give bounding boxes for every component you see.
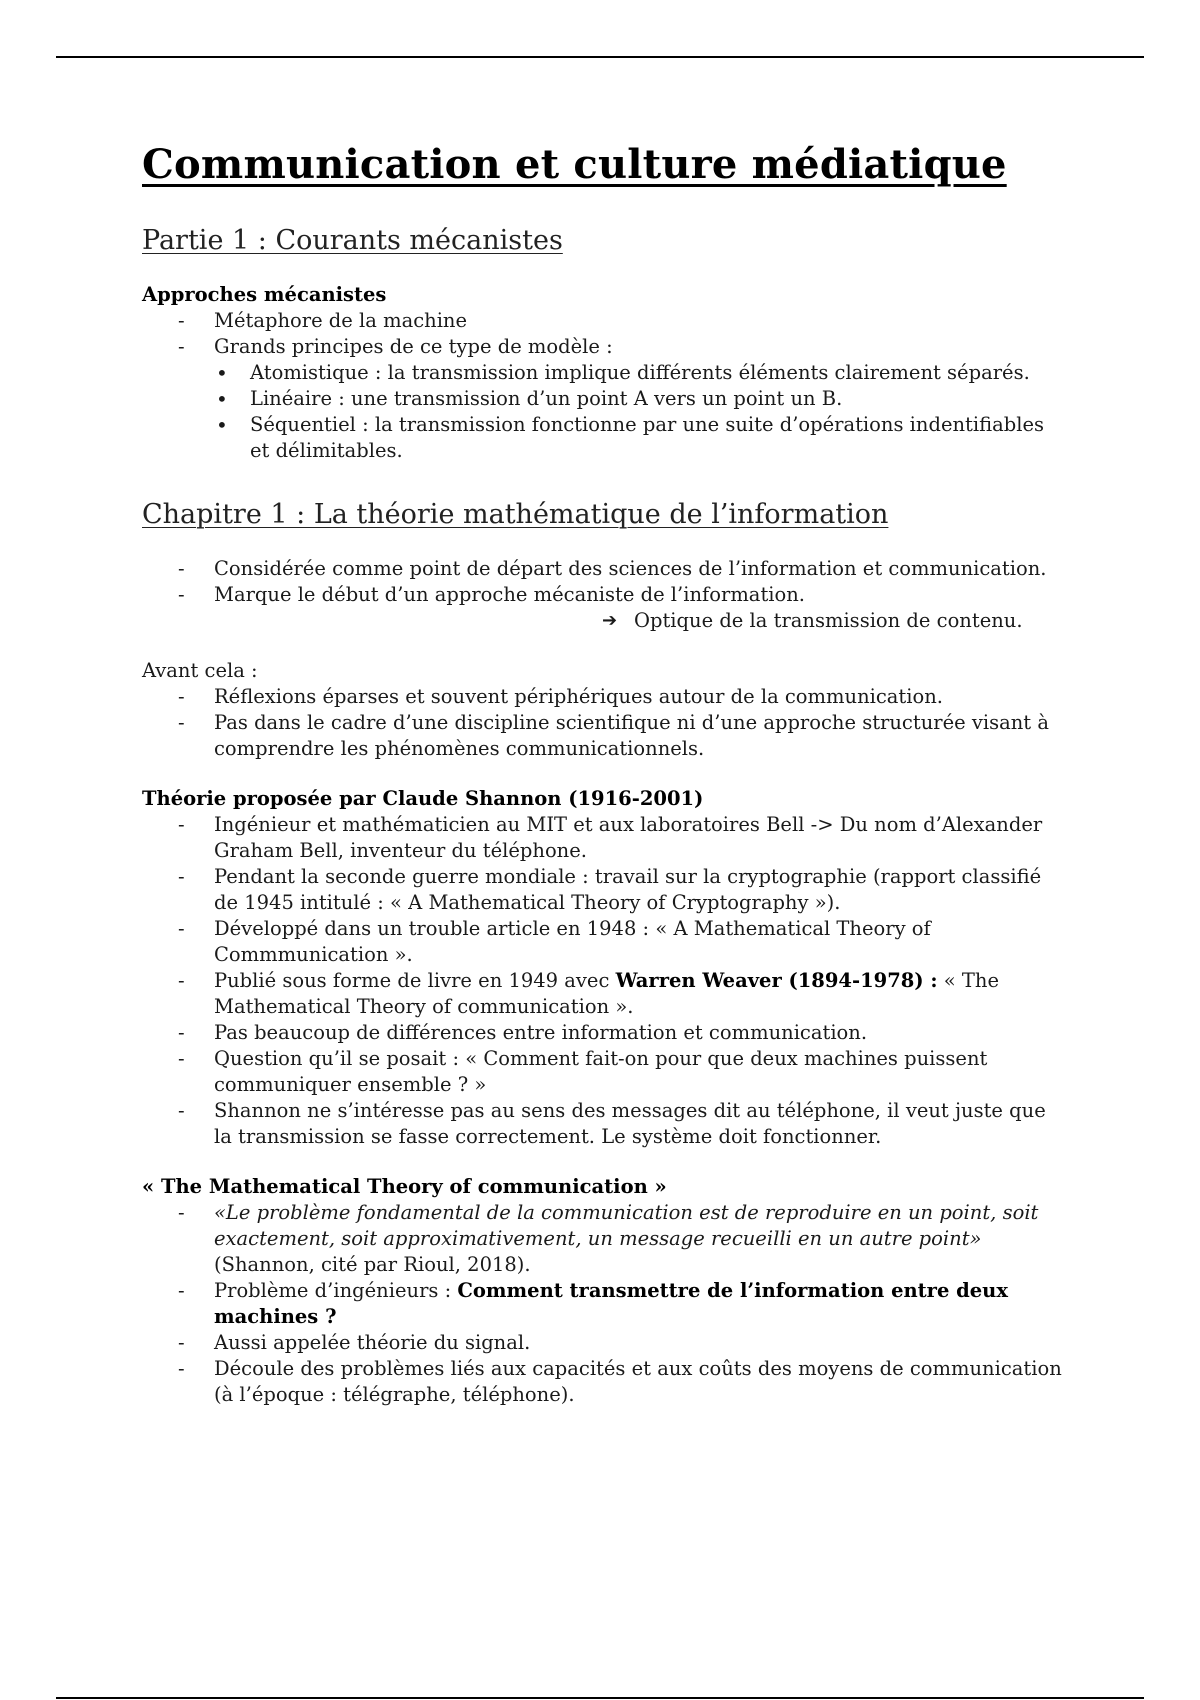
list-item: - Métaphore de la machine: [214, 308, 1062, 334]
list-item-text: Grands principes de ce type de modèle :: [214, 335, 613, 358]
avant-list: [142, 684, 1062, 762]
chapter1-list: [142, 556, 1062, 608]
chapter1-heading: Chapitre 1 : La théorie mathématique de l’information: [142, 499, 889, 530]
list-item: - Pendant la seconde guerre mondiale : travail sur la cryptographie (rapport classifié de 1945 intitulé : « A Mathematical Theory of Cryptography »).: [214, 864, 1062, 916]
list-item: - Shannon ne s’intéresse pas au sens des messages dit au téléphone, il veut juste que la transmission se fasse correctement. Le système doit fonctionner.: [214, 1098, 1062, 1150]
approches-list: [142, 308, 1062, 464]
mtc-label: « The Mathematical Theory of communication »: [142, 1175, 667, 1198]
weaver-post: « The Mathematical Theory of communication ».: [214, 969, 1000, 1018]
bullet-item: • Atomistique : la transmission implique différents éléments clairement séparés.: [250, 360, 1062, 386]
problem-question: Comment transmettre de l’information entre deux machines ?: [214, 1279, 1008, 1328]
list-item: - Question qu’il se posait : « Comment fait-on pour que deux machines puissent communiquer ensemble ? »: [214, 1046, 1062, 1098]
list-item: - Considérée comme point de départ des sciences de l’information et communication.: [214, 556, 1062, 582]
list-item: - Développé dans un trouble article en 1948 : « A Mathematical Theory of Commmunication ».: [214, 916, 1062, 968]
shannon-list: [142, 812, 1062, 1150]
arrow-right-icon: ➔: [602, 610, 618, 631]
document-title: Communication et culture médiatique: [142, 141, 1007, 188]
top-rule: [56, 56, 1144, 58]
principles-list: [214, 360, 1062, 464]
avant-label: Avant cela :: [142, 659, 258, 682]
weaver-name: Warren Weaver (1894-1978) :: [615, 969, 938, 992]
document-body: [142, 140, 1062, 1408]
list-item: - Réflexions éparses et souvent périphériques autour de la communication.: [214, 684, 1062, 710]
list-item: - Découle des problèmes liés aux capacités et aux coûts des moyens de communication (à l’époque : télégraphe, téléphone).: [214, 1356, 1062, 1408]
bullet-item: • Séquentiel : la transmission fonctionne par une suite d’opérations indentifiables et délimitables.: [250, 412, 1062, 464]
list-item: [214, 968, 1062, 1020]
arrow-note: [142, 608, 1062, 634]
approches-label: Approches mécanistes: [142, 283, 387, 306]
shannon-label: Théorie proposée par Claude Shannon (1916-2001): [142, 787, 704, 810]
list-item: - Marque le début d’un approche mécaniste de l’information.: [214, 582, 1062, 608]
list-item: [214, 1200, 1062, 1278]
list-item: - Pas dans le cadre d’une discipline scientifique ni d’une approche structurée visant à comprendre les phénomènes communicationnels.: [214, 710, 1062, 762]
quote-source: (Shannon, cité par Rioul, 2018).: [214, 1253, 531, 1276]
mtc-list: [142, 1200, 1062, 1408]
problem-pre: Problème d’ingénieurs :: [214, 1279, 458, 1302]
part1-heading: Partie 1 : Courants mécanistes: [142, 225, 563, 256]
shannon-quote: «Le problème fondamental de la communication est de reproduire en un point, soit exactement, soit approximativement, un message recueilli en un autre point»: [214, 1201, 1039, 1250]
bottom-rule: [56, 1697, 1144, 1699]
list-item: [214, 334, 1062, 464]
weaver-pre: Publié sous forme de livre en 1949 avec: [214, 969, 616, 992]
list-item: - Pas beaucoup de différences entre information et communication.: [214, 1020, 1062, 1046]
arrow-note-text: Optique de la transmission de contenu.: [634, 609, 1023, 632]
bullet-item: • Linéaire : une transmission d’un point A vers un point un B.: [250, 386, 1062, 412]
list-item: - Ingénieur et mathématicien au MIT et aux laboratoires Bell -> Du nom d’Alexander Graham Bell, inventeur du téléphone.: [214, 812, 1062, 864]
list-item: [214, 1278, 1062, 1330]
list-item: - Aussi appelée théorie du signal.: [214, 1330, 1062, 1356]
